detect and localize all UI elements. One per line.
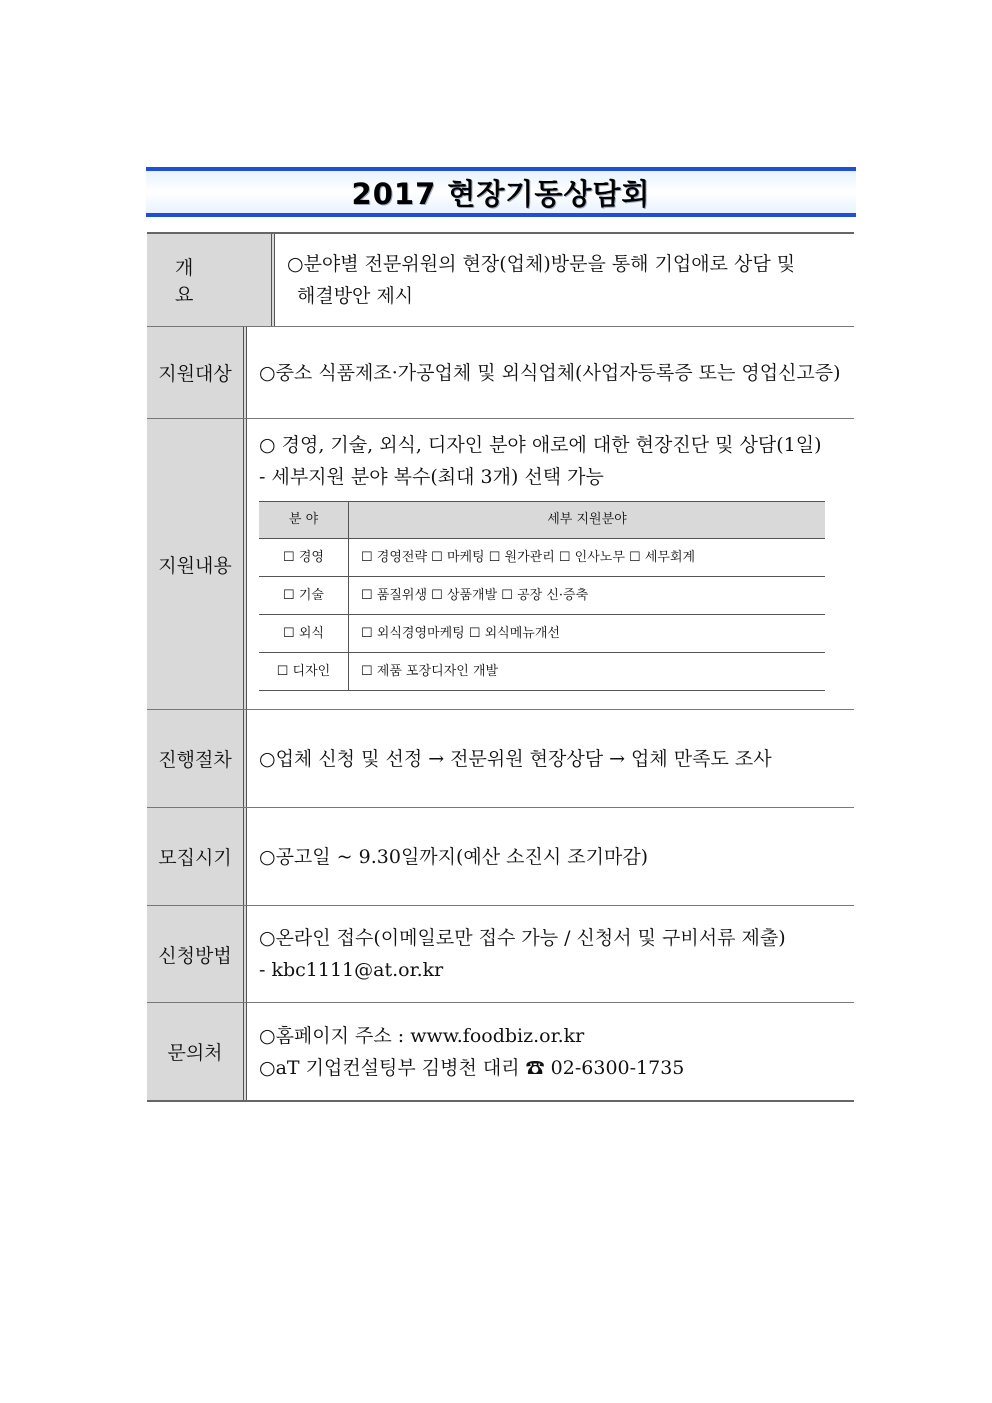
program-info-table (147, 232, 854, 1102)
row-application-method (147, 906, 854, 1003)
overview-line-2: 해결방안 제시 (297, 285, 414, 307)
row-content-target (247, 327, 854, 418)
row-label-support-content: 지원내용 (147, 419, 247, 709)
detail-options-foodservice[interactable]: ☐ 외식경영마케팅 ☐ 외식메뉴개선 (349, 615, 826, 653)
field-checkbox-design[interactable]: ☐ 디자인 (259, 653, 349, 691)
table-row (259, 539, 825, 577)
support-line-1: ○ 경영, 기술, 외식, 디자인 분야 애로에 대한 현장진단 및 상담(1일) (259, 434, 822, 456)
row-content-recruitment-period (247, 808, 854, 905)
target-line-1: ○중소 식품제조·가공업체 및 외식업체(사업자등록증 또는 영업신고증) (259, 361, 841, 384)
row-support-content (147, 419, 854, 710)
row-contact (147, 1003, 854, 1100)
row-label-overview: 개 요 (147, 234, 275, 326)
row-overview (147, 234, 854, 327)
row-content-application-method (247, 906, 854, 1002)
row-label-application-method: 신청방법 (147, 906, 247, 1002)
field-checkbox-management[interactable]: ☐ 경영 (259, 539, 349, 577)
header-detail-field: 세부 지원분야 (349, 502, 826, 539)
support-table-header-row (259, 502, 825, 539)
row-content-procedure (247, 710, 854, 807)
support-field-table (259, 501, 825, 691)
row-recruitment-period (147, 808, 854, 906)
contact-person-phone: ○aT 기업컨설팅부 김병천 대리 ☎ 02-6300-1735 (259, 1056, 685, 1079)
table-row (259, 577, 825, 615)
row-label-recruitment-period: 모집시기 (147, 808, 247, 905)
table-row (259, 653, 825, 691)
contact-homepage[interactable]: ○홈페이지 주소 : www.foodbiz.or.kr (259, 1024, 585, 1047)
row-content-overview (275, 234, 854, 326)
period-line-1: ○공고일 ~ 9.30일까지(예산 소진시 조기마감) (259, 845, 649, 868)
row-content-support (247, 419, 854, 709)
title-banner (146, 167, 856, 217)
overview-line-1: ○분야별 전문위원의 현장(업체)방문을 통해 기업애로 상담 및 (287, 253, 796, 275)
row-label-target: 지원대상 (147, 327, 247, 418)
procedure-line-1: ○업체 신청 및 선정 → 전문위원 현장상담 → 업체 만족도 조사 (259, 747, 772, 770)
header-field: 분 야 (259, 502, 349, 539)
support-line-2: - 세부지원 분야 복수(최대 3개) 선택 가능 (259, 466, 604, 488)
row-content-contact (247, 1003, 854, 1100)
field-checkbox-foodservice[interactable]: ☐ 외식 (259, 615, 349, 653)
row-label-procedure: 진행절차 (147, 710, 247, 807)
page-title: 2017 현장기동상담회 (351, 176, 651, 211)
row-procedure (147, 710, 854, 808)
table-row (259, 615, 825, 653)
field-checkbox-technology[interactable]: ☐ 기술 (259, 577, 349, 615)
row-label-contact: 문의처 (147, 1003, 247, 1100)
detail-options-design[interactable]: ☐ 제품 포장디자인 개발 (349, 653, 826, 691)
detail-options-technology[interactable]: ☐ 품질위생 ☐ 상품개발 ☐ 공장 신·증축 (349, 577, 826, 615)
detail-options-management[interactable]: ☐ 경영전략 ☐ 마케팅 ☐ 원가관리 ☐ 인사노무 ☐ 세무회계 (349, 539, 826, 577)
application-email[interactable]: - kbc1111@at.or.kr (259, 959, 444, 981)
application-line-1: ○온라인 접수(이메일로만 접수 가능 / 신청서 및 구비서류 제출) (259, 927, 786, 949)
row-target (147, 327, 854, 419)
